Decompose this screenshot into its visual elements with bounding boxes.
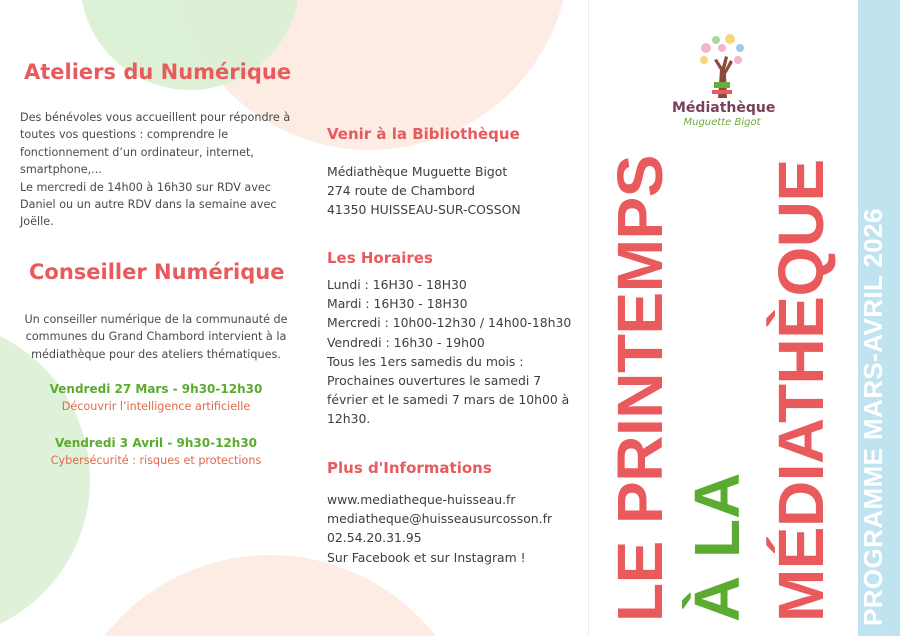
address-block <box>327 162 521 220</box>
conseiller-line: communes du Grand Chambord intervient à la <box>25 330 287 344</box>
address-line: 274 route de Chambord <box>327 183 476 199</box>
horaire-line: Vendredi : 16h30 - 19h00 <box>327 334 485 350</box>
event-1 <box>14 381 298 416</box>
cover-title-line-2: À LA <box>681 472 753 622</box>
conseiller-line: Un conseiller numérique de la communauté de <box>24 313 288 326</box>
venir-title: Venir à la Bibliothèque <box>327 125 520 143</box>
conseiller-line: médiathèque pour des ateliers thématiques. <box>31 347 281 361</box>
horaire-line: Mercredi : 10h00-12h30 / 14h00-18h30 <box>327 315 572 331</box>
event-2 <box>14 435 298 470</box>
event-date: Vendredi 3 Avril - 9h30-12h30 <box>54 436 258 450</box>
event-topic: Découvrir l’intelligence artificielle <box>61 400 251 414</box>
logo-subtitle: Muguette Bigot <box>683 117 761 128</box>
cover-title-line-3: MÉDIATHÈQUE <box>765 159 837 622</box>
decor-circle-green-left <box>0 320 90 636</box>
horaire-line: février et le samedi 7 mars de 10h00 à <box>327 392 570 408</box>
social-text: Sur Facebook et sur Instagram ! <box>327 549 526 565</box>
event-topic: Cybersécurité : risques et protections <box>50 454 262 468</box>
conseiller-text <box>14 311 298 363</box>
horaire-line: 12h30. <box>327 411 371 427</box>
horaire-line: Tous les 1ers samedis du mois : <box>327 353 524 369</box>
website-link[interactable]: www.mediatheque-huisseau.fr <box>327 492 516 507</box>
address-line: Médiathèque Muguette Bigot <box>327 164 508 179</box>
infos-block <box>327 490 552 567</box>
ateliers-line: Joëlle. <box>20 215 54 229</box>
ateliers-line: Le mercredi de 14h00 à 16h30 sur RDV avec <box>20 180 271 194</box>
programme-label: PROGRAMME MARS-AVRIL 2026 <box>858 208 888 626</box>
infos-title: Plus d'Informations <box>327 459 492 477</box>
decor-circle-peach-bottom <box>60 555 480 636</box>
conseiller-title: Conseiller Numérique <box>29 260 285 284</box>
address-line: 41350 HUISSEAU-SUR-COSSON <box>327 202 521 218</box>
cover-title-line-1: LE PRINTEMPS <box>604 155 676 622</box>
horaire-line: Lundi : 16H30 - 18H30 <box>327 277 467 292</box>
horaires-title: Les Horaires <box>327 249 433 267</box>
email-link[interactable]: mediatheque@huisseausurcosson.fr <box>327 511 553 527</box>
horaires-block <box>327 275 571 429</box>
horaire-line: Prochaines ouvertures le samedi 7 <box>327 373 542 389</box>
ateliers-line: smartphone,... <box>20 163 102 177</box>
ateliers-line: Des bénévoles vous accueillent pour répondre à <box>20 111 291 124</box>
tree-logo-icon <box>692 30 752 100</box>
ateliers-text <box>20 109 300 231</box>
horaire-line: Mardi : 16H30 - 18H30 <box>327 296 468 312</box>
event-date: Vendredi 27 Mars - 9h30-12h30 <box>49 382 263 396</box>
phone-number: 02.54.20.31.95 <box>327 530 422 546</box>
logo-name: Médiathèque <box>672 100 776 116</box>
ateliers-line: Daniel ou un autre RDV dans la semaine avec <box>20 198 277 212</box>
ateliers-title: Ateliers du Numérique <box>24 60 292 84</box>
ateliers-line: toutes vos questions : comprendre le <box>20 128 229 142</box>
fold-line <box>588 0 589 636</box>
ateliers-line: fonctionnement d’un ordinateur, internet, <box>20 145 254 159</box>
